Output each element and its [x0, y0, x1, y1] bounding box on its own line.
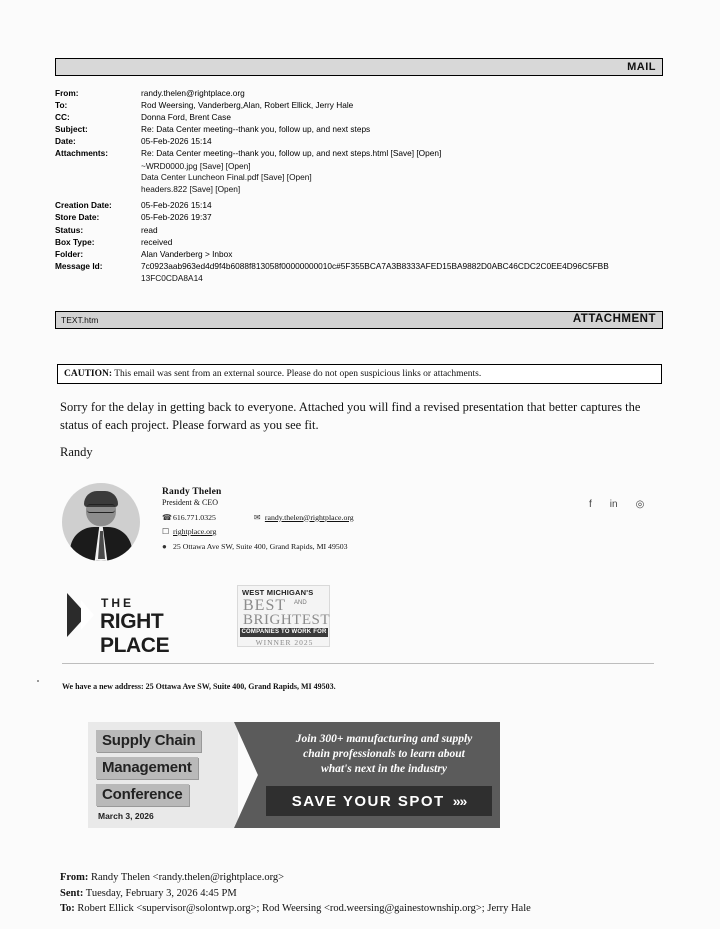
- mail-metadata: [55, 88, 663, 285]
- attachment-filename: TEXT.htm: [61, 315, 99, 325]
- caution-prefix: CAUTION:: [64, 369, 113, 379]
- attachment-open-link-4[interactable]: [Open]: [215, 183, 241, 194]
- meta-value-box-type: received: [141, 236, 173, 247]
- envelope-icon: ✉: [253, 512, 261, 522]
- right-place-logo-the: THE: [101, 596, 134, 610]
- quoted-sent-key: Sent:: [60, 887, 84, 899]
- caution-text: This email was sent from an external source. Please do not open suspicious links or attachments.: [112, 369, 482, 379]
- attachment-open-link-3[interactable]: [Open]: [286, 172, 312, 183]
- meta-value-date: 05-Feb-2026 15:14: [141, 136, 212, 147]
- attachment-save-link-1[interactable]: [Save]: [390, 148, 415, 159]
- cta-arrows-icon: »»: [452, 793, 467, 809]
- chevron-inner-icon: [81, 600, 94, 630]
- save-your-spot-button[interactable]: [266, 786, 492, 816]
- signature-contact-row-2: [162, 527, 354, 536]
- meta-row-creation-date: [55, 200, 663, 212]
- meta-row-status: [55, 225, 663, 237]
- meta-row-attachments: [55, 148, 663, 160]
- meta-value-from: randy.thelen@rightplace.org: [141, 88, 245, 98]
- signature-address: 25 Ottawa Ave SW, Suite 400, Grand Rapids, MI 49503: [173, 541, 348, 551]
- meta-value-message-id-cont: 13FC0CDA8A14: [141, 272, 203, 283]
- phone-icon: ☎: [162, 512, 172, 522]
- ad-title-line1: Supply Chain: [96, 730, 201, 752]
- meta-row-box-type: [55, 237, 663, 249]
- meta-value-store-date: 05-Feb-2026 19:37: [141, 212, 212, 223]
- attachment-name-2: ~WRD0000.jpg: [141, 160, 198, 171]
- meta-row-message-id: [55, 261, 663, 273]
- meta-key-date: Date:: [55, 136, 76, 147]
- quoted-from-key: From:: [60, 872, 89, 883]
- meta-key-folder: Folder:: [55, 248, 84, 259]
- ad-title-line2: Management: [96, 757, 198, 779]
- email-body-paragraph: Sorry for the delay in getting back to everyone. Attached you will find a revised presentation that better captures the status of each project. Please forward as you see fit.: [60, 400, 641, 432]
- quoted-to-key: To:: [60, 903, 75, 914]
- meta-row-cc: [55, 112, 663, 124]
- meta-key-status: Status:: [55, 224, 84, 235]
- new-address-notice: We have a new address: 25 Ottawa Ave SW, Suite 400, Grand Rapids, MI 49503.: [62, 682, 336, 691]
- caution-banner: [57, 364, 662, 384]
- linkedin-icon[interactable]: in: [609, 499, 618, 510]
- bnb-line1: WEST MICHIGAN'S: [242, 588, 314, 597]
- globe-icon: ☐: [162, 527, 170, 536]
- signature-divider: [62, 663, 654, 664]
- meta-key-message-id: Message Id:: [55, 260, 103, 271]
- attachment-entry-1: [141, 148, 663, 160]
- meta-key-creation-date: Creation Date:: [55, 200, 112, 211]
- instagram-icon[interactable]: ◎: [635, 499, 645, 510]
- bnb-line2: BEST: [243, 597, 287, 614]
- meta-row-subject: [55, 124, 663, 136]
- signature-phone[interactable]: 616.771.0325: [173, 512, 216, 522]
- quoted-sent-value: Tuesday, February 3, 2026 4:45 PM: [83, 887, 237, 899]
- meta-value-message-id: 7c0923aab963ed4d9f4b6088f813058f00000000010c#5F355BCA7A3B8333AFED15BA9882D0ABC46CDC2C0EE4D96C5FBB: [141, 260, 609, 271]
- ad-pitch-line2: chain professionals to learn about: [303, 748, 465, 760]
- attachment-entry-4: [141, 184, 663, 196]
- quoted-sent-row: [60, 886, 660, 902]
- meta-key-box-type: Box Type:: [55, 236, 95, 247]
- quoted-from-row: [60, 870, 660, 886]
- ad-left-block: [88, 722, 238, 828]
- quoted-to-value: Robert Ellick <supervisor@solontwp.org>; Rod Weersing <rod.weersing@gainestownship.org>; Jerry Hale: [74, 903, 531, 914]
- facebook-icon[interactable]: f: [589, 499, 592, 510]
- ad-date: March 3, 2026: [98, 811, 154, 821]
- attachment-entry-2: [141, 161, 663, 173]
- attachment-entry-3: [141, 172, 663, 184]
- signature-title: President & CEO: [162, 498, 218, 507]
- mail-banner: [55, 58, 663, 76]
- attachment-bar: [55, 311, 663, 329]
- attachment-open-link-2[interactable]: [Open]: [225, 160, 251, 171]
- ad-pitch-line1: Join 300+ manufacturing and supply: [295, 733, 473, 745]
- meta-value-folder: Alan Vanderberg > Inbox: [141, 248, 233, 259]
- meta-value-status: read: [141, 224, 158, 235]
- ad-pitch: [276, 732, 492, 777]
- signature-website[interactable]: rightplace.org: [173, 527, 217, 536]
- social-links: [589, 499, 669, 510]
- meta-row-to: [55, 100, 663, 112]
- ad-title-line3: Conference: [96, 784, 189, 806]
- meta-value-to: Rod Weersing, Vanderberg,Alan, Robert Ellick, Jerry Hale: [141, 100, 354, 111]
- signature-email[interactable]: randy.thelen@rightplace.org: [264, 512, 354, 522]
- ad-pitch-line3: what's next in the industry: [321, 763, 447, 775]
- meta-value-subject: Re: Data Center meeting--thank you, follow up, and next steps: [141, 124, 371, 135]
- bnb-winner: WINNER 2025: [255, 638, 314, 647]
- meta-row-folder: [55, 249, 663, 261]
- signature-contact-row-3: [162, 542, 354, 551]
- attachment-open-link-1[interactable]: [Open]: [416, 148, 442, 159]
- avatar: [62, 483, 140, 561]
- signature-logos: [62, 585, 462, 657]
- signature-name: Randy Thelen: [162, 487, 222, 497]
- meta-key-attachments: Attachments:: [55, 148, 109, 159]
- map-pin-icon: ●: [162, 541, 167, 551]
- conference-ad-banner[interactable]: [88, 722, 500, 828]
- attachment-name-4: headers.822: [141, 183, 188, 194]
- email-signature-card: [62, 483, 652, 573]
- quoted-message-header: [60, 870, 660, 917]
- meta-key-store-date: Store Date:: [55, 212, 100, 223]
- email-signoff: Randy: [60, 445, 93, 459]
- meta-key-from: From:: [55, 88, 79, 98]
- bnb-and: AND: [294, 600, 307, 606]
- quoted-from-value: Randy Thelen <randy.thelen@rightplace.org>: [88, 872, 285, 883]
- meta-row-store-date: [55, 212, 663, 224]
- meta-row-from: [55, 88, 663, 100]
- right-place-logo-name: RIGHT PLACE: [100, 610, 170, 657]
- meta-key-subject: Subject:: [55, 124, 88, 135]
- right-place-logo: [67, 590, 227, 657]
- scan-artifact: [37, 680, 39, 682]
- cta-label: SAVE YOUR SPOT: [291, 793, 445, 810]
- meta-value-cc: Donna Ford, Brent Case: [141, 112, 231, 123]
- bnb-bar: COMPANIES TO WORK FOR: [241, 629, 327, 635]
- quoted-to-row: [60, 901, 660, 917]
- meta-row-date: [55, 136, 663, 148]
- bnb-line3: BRIGHTEST: [243, 612, 330, 628]
- meta-key-to: To:: [55, 100, 68, 111]
- meta-value-creation-date: 05-Feb-2026 15:14: [141, 200, 212, 211]
- signature-details: [162, 487, 354, 551]
- attachment-bar-label: ATTACHMENT: [572, 313, 656, 325]
- best-and-brightest-badge: [237, 585, 330, 647]
- attachment-save-link-2[interactable]: [Save]: [199, 160, 224, 171]
- attachment-save-link-3[interactable]: [Save]: [260, 172, 285, 183]
- attachment-save-link-4[interactable]: [Save]: [189, 183, 213, 194]
- meta-key-cc: CC:: [55, 112, 70, 123]
- signature-contact-row-1: [162, 513, 354, 522]
- attachment-name-1: Re: Data Center meeting--thank you, follow up, and next steps.html: [141, 148, 389, 159]
- attachment-name-3: Data Center Luncheon Final.pdf: [141, 172, 259, 183]
- mail-banner-label: MAIL: [627, 61, 656, 73]
